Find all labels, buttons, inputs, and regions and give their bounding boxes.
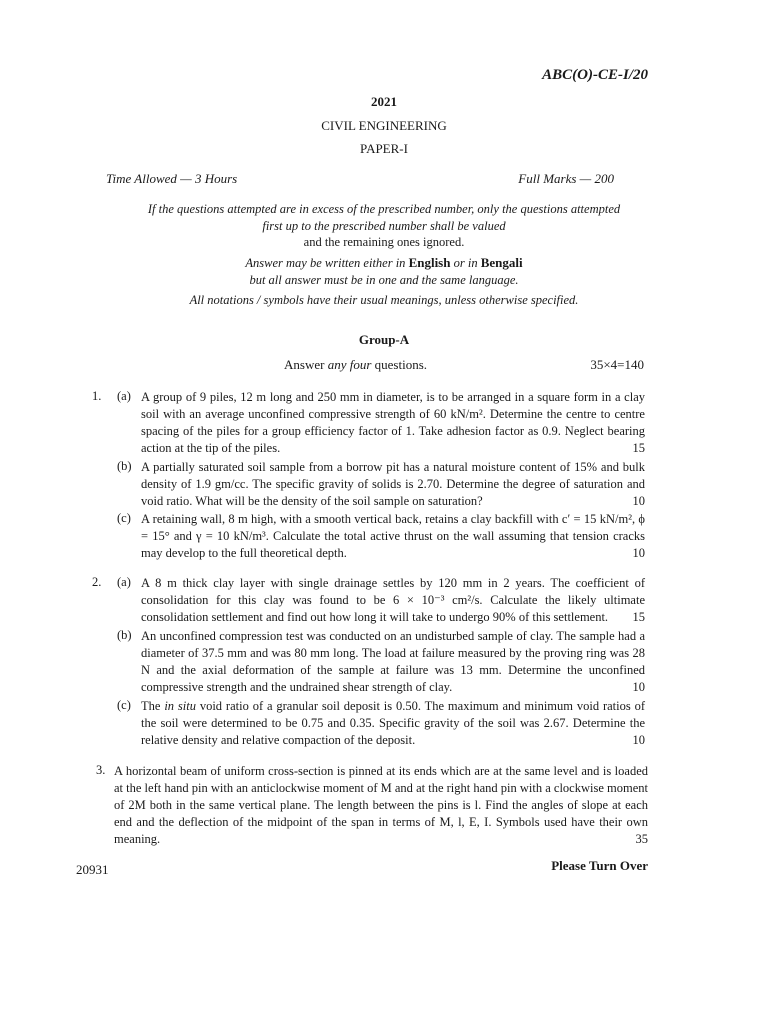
instruction-text: or in	[450, 256, 481, 270]
instruction-text: Answer may be written either in	[245, 256, 409, 270]
language-bengali: Bengali	[480, 255, 523, 270]
instruction-excess	[0, 201, 768, 251]
paper-title: PAPER-I	[360, 141, 408, 156]
instruction-line: and the remaining ones ignored.	[303, 235, 465, 249]
question-marks: 10	[632, 679, 645, 694]
question-marks: 15	[632, 609, 645, 624]
paper-code: ABC(O)-CE-I/20	[542, 67, 648, 83]
turn-over-note: Please Turn Over	[551, 858, 648, 873]
question-text: void ratio of a granular soil deposit is 0.50. The maximum and minimum void ratios of the soil were determined to be 0.75 and 0.35. Specific gravity of the soil was 2.67. Determine the relative density and relative compaction of the deposit.	[141, 699, 645, 747]
instruction-line: but all answer must be in one and the same language.	[249, 272, 519, 287]
question-text: The	[141, 699, 165, 713]
instruction-language	[0, 255, 768, 288]
answer-text: questions.	[371, 357, 428, 372]
question-text: A group of 9 piles, 12 m long and 250 mm in diameter, is to be arranged in a square form in a clay soil with an average unconfined compressive strength of 60 kN/m². Determine the centre to centre spacing of the piles for a group efficiency factor of 1. Take adhesion factor as 0.9. Neglect bearing action at the tip of the piles.	[141, 390, 645, 455]
answer-text: Answer	[284, 357, 328, 372]
question-1c	[141, 511, 645, 562]
answer-instruction	[284, 357, 427, 373]
subquestion-label: (a)	[117, 575, 131, 589]
time-allowed: Time Allowed — 3 Hours	[106, 171, 238, 186]
question-1b	[141, 459, 645, 510]
question-number: 1.	[92, 389, 102, 403]
question-text: A 8 m thick clay layer with single drainage settles by 120 mm in 2 years. The coefficient of consolidation for this clay was found to be 6 × 10⁻³ cm²/s. Calculate the likely ultimate consolidation settlement and find out how long it will take to undergo 90% of this settlement.	[141, 576, 645, 624]
question-text: A retaining wall, 8 m high, with a smooth vertical back, retains a clay backfill with c′ = 15 kN/m², ϕ = 15° and γ = 10 kN/m³. Calculate the total active thrust on the wall assuming that tension cracks may develop to the full theoretical depth.	[141, 512, 645, 560]
subquestion-label: (a)	[117, 389, 131, 403]
subject-title: CIVIL ENGINEERING	[321, 118, 447, 133]
answer-emphasis: any four	[327, 357, 372, 372]
subquestion-label: (c)	[117, 698, 131, 712]
question-2a	[141, 575, 645, 626]
instruction-line: If the questions attempted are in excess of the prescribed number, only the questions attempted	[147, 202, 621, 216]
instruction-line: first up to the prescribed number shall be valued	[262, 218, 506, 233]
question-3	[114, 763, 648, 848]
question-text: A partially saturated soil sample from a borrow pit has a natural moisture content of 15% and bulk density of 1.9 gm/cc. The specific gravity of solids is 2.70. Determine the degree of saturation and void ratio. What will be the density of the soil sample on saturation?	[141, 460, 645, 508]
question-number: 2.	[92, 575, 102, 589]
question-marks: 35	[635, 831, 648, 846]
question-number: 3.	[96, 763, 106, 777]
exam-year: 2021	[371, 94, 397, 109]
question-marks: 10	[632, 545, 645, 560]
group-marks: 35×4=140	[590, 357, 644, 372]
subquestion-label: (b)	[117, 628, 132, 642]
page-code: 20931	[76, 862, 109, 877]
question-2c	[141, 698, 645, 749]
instruction-notations: All notations / symbols have their usual meanings, unless otherwise specified.	[189, 293, 579, 307]
subquestion-label: (b)	[117, 459, 132, 473]
question-text: An unconfined compression test was conducted on an undisturbed sample of clay. The sample had a diameter of 37.5 mm and was 80 mm long. The load at failure measured by the proving ring was 28 N and the axial deformation of the sample at failure was 13 mm. Determine the unconfined compressive strength and the undrained shear strength of clay.	[141, 629, 645, 694]
subquestion-label: (c)	[117, 511, 131, 525]
question-marks: 10	[632, 493, 645, 508]
instruction-line	[0, 255, 768, 272]
question-emphasis: in situ	[164, 699, 196, 713]
question-marks: 10	[632, 732, 645, 747]
question-1a	[141, 389, 645, 457]
group-title: Group-A	[358, 332, 410, 347]
question-marks: 15	[632, 440, 645, 455]
language-english: English	[408, 255, 451, 270]
question-text: A horizontal beam of uniform cross-section is pinned at its ends which are at the same level and is loaded at the left hand pin with an anticlockwise moment of M and at the right hand pin with a clockwise moment of 2M both in the same vertical plane. The length between the pins is l. Find the angles of slope at each end and the deflection of the midpoint of the span in terms of M, l, E, I. Symbols used have their own meaning.	[114, 764, 648, 846]
full-marks: Full Marks — 200	[518, 171, 614, 186]
question-2b	[141, 628, 645, 696]
